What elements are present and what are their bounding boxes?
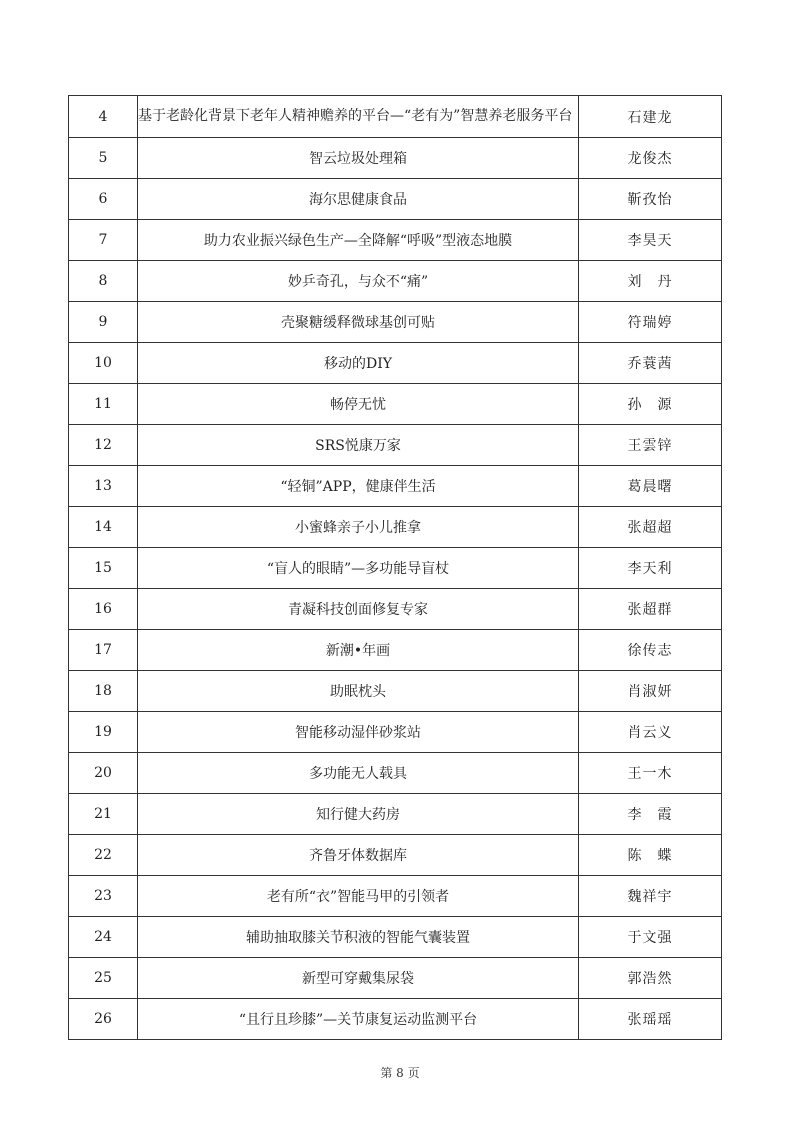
table-row: [69, 999, 722, 1040]
table-row: [69, 589, 722, 630]
table-row: [69, 753, 722, 794]
row-number: 16: [69, 589, 138, 630]
row-number: 24: [69, 917, 138, 958]
table-row: [69, 712, 722, 753]
person-name: 葛晨曙: [579, 466, 722, 507]
project-title: 助眠枕头: [138, 671, 579, 712]
table-row: [69, 302, 722, 343]
row-number: 14: [69, 507, 138, 548]
project-title: 青凝科技创面修复专家: [138, 589, 579, 630]
person-name: 孙 源: [579, 384, 722, 425]
project-title: 新潮•年画: [138, 630, 579, 671]
person-name: 靳孜怡: [579, 179, 722, 220]
row-number: 6: [69, 179, 138, 220]
table-row: [69, 179, 722, 220]
row-number: 10: [69, 343, 138, 384]
table-row: [69, 220, 722, 261]
person-name: 张超群: [579, 589, 722, 630]
row-number: 21: [69, 794, 138, 835]
person-name: 魏祥宇: [579, 876, 722, 917]
person-name: 符瑞婷: [579, 302, 722, 343]
row-number: 18: [69, 671, 138, 712]
project-title: “且行且珍膝”—关节康复运动监测平台: [138, 999, 579, 1040]
table-body: [69, 96, 722, 1040]
person-name: 石建龙: [579, 96, 722, 138]
row-number: 26: [69, 999, 138, 1040]
row-number: 22: [69, 835, 138, 876]
person-name: 王雲锌: [579, 425, 722, 466]
row-number: 9: [69, 302, 138, 343]
row-number: 7: [69, 220, 138, 261]
table-row: [69, 794, 722, 835]
table-row: [69, 630, 722, 671]
person-name: 李天利: [579, 548, 722, 589]
person-name: 陈 蝶: [579, 835, 722, 876]
person-name: 郭浩然: [579, 958, 722, 999]
project-title: 助力农业振兴绿色生产—全降解“呼吸”型液态地膜: [138, 220, 579, 261]
table-row: [69, 138, 722, 179]
person-name: 李 霞: [579, 794, 722, 835]
project-title: 小蜜蜂亲子小儿推拿: [138, 507, 579, 548]
row-number: 4: [69, 96, 138, 138]
person-name: 肖云义: [579, 712, 722, 753]
project-title: SRS悦康万家: [138, 425, 579, 466]
table-row: [69, 466, 722, 507]
project-title: 智云垃圾处理箱: [138, 138, 579, 179]
row-number: 20: [69, 753, 138, 794]
project-title: 齐鲁牙体数据库: [138, 835, 579, 876]
table-row: [69, 384, 722, 425]
row-number: 17: [69, 630, 138, 671]
table-row: [69, 671, 722, 712]
table-row: [69, 343, 722, 384]
person-name: 李昊天: [579, 220, 722, 261]
project-title: 壳聚糖缓释微球基创可贴: [138, 302, 579, 343]
person-name: 于文强: [579, 917, 722, 958]
person-name: 刘 丹: [579, 261, 722, 302]
row-number: 8: [69, 261, 138, 302]
person-name: 张超超: [579, 507, 722, 548]
table-row: [69, 548, 722, 589]
person-name: 徐传志: [579, 630, 722, 671]
table-row: [69, 96, 722, 138]
project-title: 多功能无人载具: [138, 753, 579, 794]
table-row: [69, 876, 722, 917]
row-number: 11: [69, 384, 138, 425]
table-row: [69, 835, 722, 876]
project-title: 辅助抽取膝关节积液的智能气囊装置: [138, 917, 579, 958]
project-title: 畅停无忧: [138, 384, 579, 425]
table-row: [69, 958, 722, 999]
project-table: [68, 95, 722, 1040]
project-title: 移动的DIY: [138, 343, 579, 384]
person-name: 王一木: [579, 753, 722, 794]
table-row: [69, 507, 722, 548]
person-name: 张瑶瑶: [579, 999, 722, 1040]
project-title: 知行健大药房: [138, 794, 579, 835]
table-row: [69, 425, 722, 466]
person-name: 龙俊杰: [579, 138, 722, 179]
project-title: 妙乒奇孔，与众不“痛”: [138, 261, 579, 302]
project-title: 基于老龄化背景下老年人精神赡养的平台—“老有为”智慧养老服务平台: [138, 96, 579, 138]
row-number: 12: [69, 425, 138, 466]
row-number: 19: [69, 712, 138, 753]
page-number: 第 8 页: [380, 1066, 420, 1080]
project-title: “轻铜”APP，健康伴生活: [138, 466, 579, 507]
table-row: [69, 261, 722, 302]
project-title: 海尔思健康食品: [138, 179, 579, 220]
project-title: “盲人的眼睛”—多功能导盲杖: [138, 548, 579, 589]
row-number: 13: [69, 466, 138, 507]
project-title: 智能移动湿伴砂浆站: [138, 712, 579, 753]
project-title: 老有所“衣”智能马甲的引领者: [138, 876, 579, 917]
person-name: 乔蓑茜: [579, 343, 722, 384]
project-title: 新型可穿戴集尿袋: [138, 958, 579, 999]
person-name: 肖淑妍: [579, 671, 722, 712]
table-row: [69, 917, 722, 958]
row-number: 25: [69, 958, 138, 999]
row-number: 23: [69, 876, 138, 917]
row-number: 15: [69, 548, 138, 589]
row-number: 5: [69, 138, 138, 179]
